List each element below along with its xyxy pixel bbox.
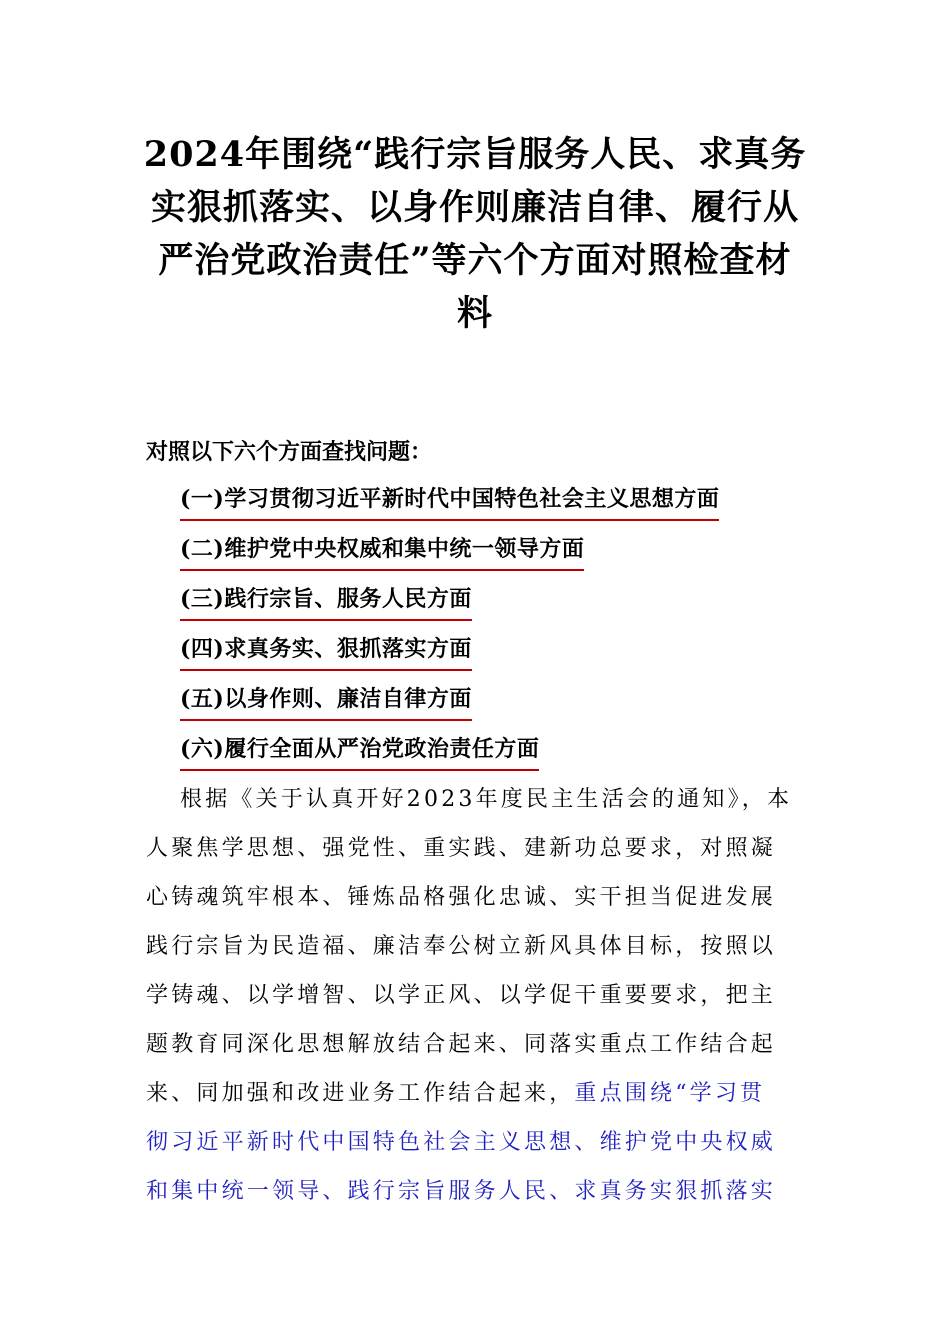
aspect-list [180, 480, 719, 780]
aspect-item [180, 580, 719, 630]
highlighted-line: 和集中统一领导、践行宗旨服务人民、求真务实狠抓落实 [146, 1179, 777, 1204]
title-line: 实狠抓落实、以身作则廉洁自律、履行从 [150, 187, 799, 228]
body-line: 根据《关于认真开好2023年度民主生活会的通知》，本 [180, 787, 793, 812]
aspect-item-text: (二)维护党中央权威和集中统一领导方面 [180, 530, 584, 571]
aspect-item [180, 480, 719, 530]
body-line: 心铸魂筑牢根本、锤炼品格强化忠诚、实干担当促进发展 [146, 885, 777, 910]
body-line: 践行宗旨为民造福、廉洁奉公树立新风具体目标，按照以 [146, 934, 777, 959]
aspect-item [180, 630, 719, 680]
body-line: 人聚焦学思想、强党性、重实践、建新功总要求，对照凝 [146, 836, 777, 861]
intro-heading: 对照以下六个方面查找问题： [146, 439, 433, 465]
body-line-segment: 来、同加强和改进业务工作结合起来， [146, 1081, 575, 1106]
body-line: 题教育同深化思想解放结合起来、同落实重点工作结合起 [146, 1032, 777, 1057]
aspect-item-text: (五)以身作则、廉洁自律方面 [180, 680, 472, 721]
title-line: 2024年围绕“践行宗旨服务人民、求真务 [143, 134, 807, 175]
title-line: 料 [456, 293, 493, 334]
document-title [140, 128, 810, 340]
title-line: 严治党政治责任”等六个方面对照检查材 [158, 240, 792, 281]
body-line: 学铸魂、以学增智、以学正风、以学促干重要要求，把主 [146, 983, 777, 1008]
aspect-item [180, 730, 719, 780]
aspect-item-text: (一)学习贯彻习近平新时代中国特色社会主义思想方面 [180, 480, 719, 521]
highlighted-text: 重点围绕“学习贯 [574, 1081, 766, 1106]
aspect-item [180, 680, 719, 730]
body-paragraph [146, 775, 806, 1216]
body-line [146, 1069, 806, 1118]
aspect-item [180, 530, 719, 580]
aspect-item-text: (四)求真务实、狠抓落实方面 [180, 630, 472, 671]
aspect-item-text: (六)履行全面从严治党政治责任方面 [180, 730, 539, 771]
highlighted-line: 彻习近平新时代中国特色社会主义思想、维护党中央权威 [146, 1130, 777, 1155]
aspect-item-text: (三)践行宗旨、服务人民方面 [180, 580, 472, 621]
